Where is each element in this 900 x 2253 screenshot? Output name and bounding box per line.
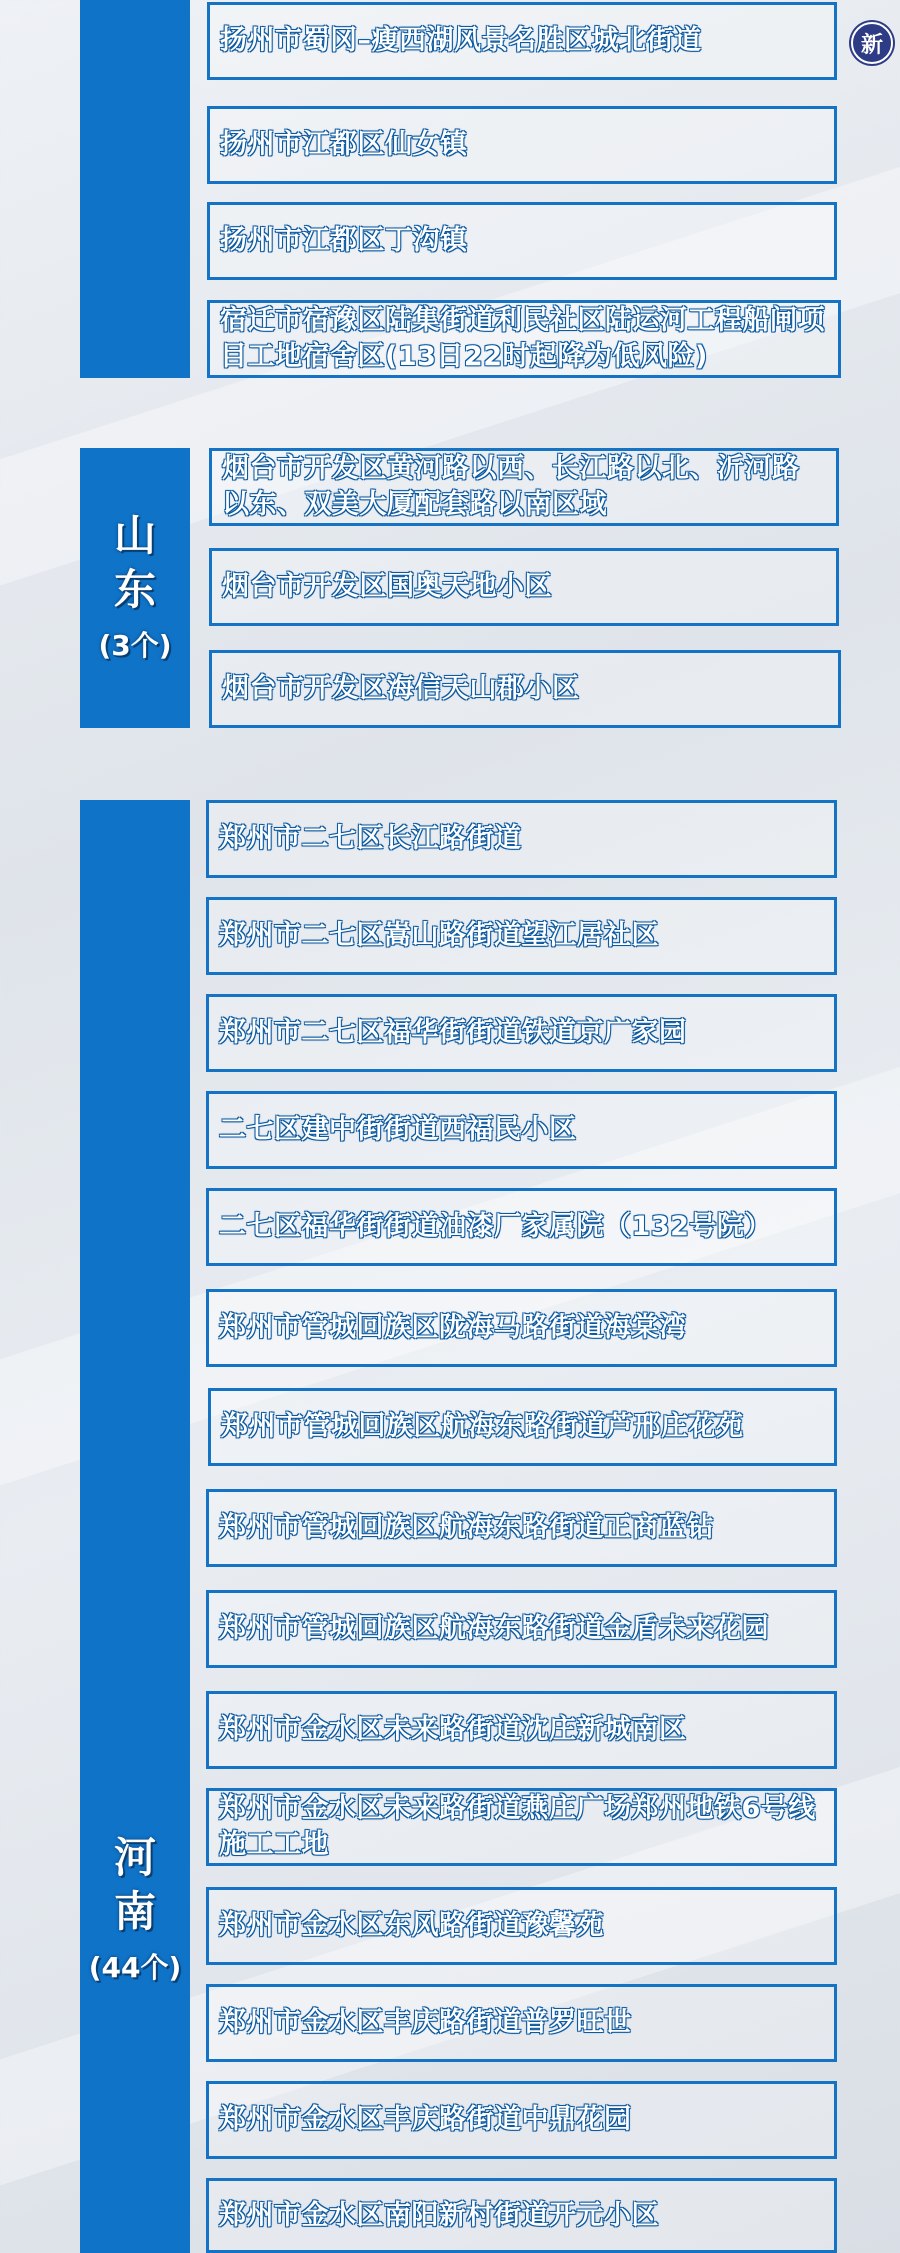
- area-item: 郑州市管城回族区航海东路街道金盾未来花园: [206, 1590, 837, 1668]
- area-item: 郑州市二七区嵩山路街道望江居社区: [206, 897, 837, 975]
- area-item: 郑州市金水区未来路街道沈庄新城南区: [206, 1691, 837, 1769]
- province-count: (44个): [88, 1951, 182, 1984]
- province-bar-henan: [80, 800, 190, 2253]
- area-item: 郑州市金水区丰庆路街道普罗旺世: [206, 1984, 837, 2062]
- area-item: 郑州市金水区南阳新村街道开元小区: [206, 2178, 837, 2253]
- province-name: 东: [113, 565, 156, 614]
- area-item: 扬州市江都区仙女镇: [207, 106, 837, 184]
- area-item: 二七区建中街街道西福民小区: [206, 1091, 837, 1169]
- area-item: 郑州市二七区长江路街道: [206, 800, 837, 878]
- new-badge: 新: [851, 22, 893, 64]
- area-item: 郑州市金水区东风路街道豫馨苑: [206, 1887, 837, 1965]
- area-item: 郑州市管城回族区陇海马路街道海棠湾: [206, 1289, 837, 1367]
- province-count: (3个): [98, 629, 172, 662]
- province-bar-jiangsu: [80, 0, 190, 378]
- area-item: 郑州市管城回族区航海东路街道芦邢庄花苑: [208, 1388, 837, 1466]
- area-item: 宿迁市宿豫区陆集街道利民社区陆运河工程船闸项目工地宿舍区(13日22时起降为低风险): [207, 300, 841, 378]
- area-item: 郑州市金水区丰庆路街道中鼎花园: [206, 2081, 837, 2159]
- province-name: 河: [113, 1833, 156, 1882]
- province-name: 南: [113, 1887, 156, 1936]
- area-item: 郑州市管城回族区航海东路街道正商蓝钻: [206, 1489, 837, 1567]
- area-item: 扬州市蜀冈–瘦西湖风景名胜区城北街道: [207, 2, 837, 80]
- area-item: 郑州市二七区福华街街道铁道京广家园: [206, 994, 837, 1072]
- area-item: 烟台市开发区国奥天地小区: [209, 548, 839, 626]
- area-item: 扬州市江都区丁沟镇: [207, 202, 837, 280]
- province-name: 山: [113, 511, 156, 560]
- area-item: 烟台市开发区海信天山郡小区: [209, 650, 841, 728]
- area-item: 二七区福华街街道油漆厂家属院（132号院）: [206, 1188, 837, 1266]
- area-item: 烟台市开发区黄河路以西、长江路以北、沂河路以东、双美大厦配套路以南区域: [209, 448, 839, 526]
- area-item: 郑州市金水区未来路街道燕庄广场郑州地铁6号线施工工地: [206, 1788, 837, 1866]
- province-bar-shandong: [80, 448, 190, 728]
